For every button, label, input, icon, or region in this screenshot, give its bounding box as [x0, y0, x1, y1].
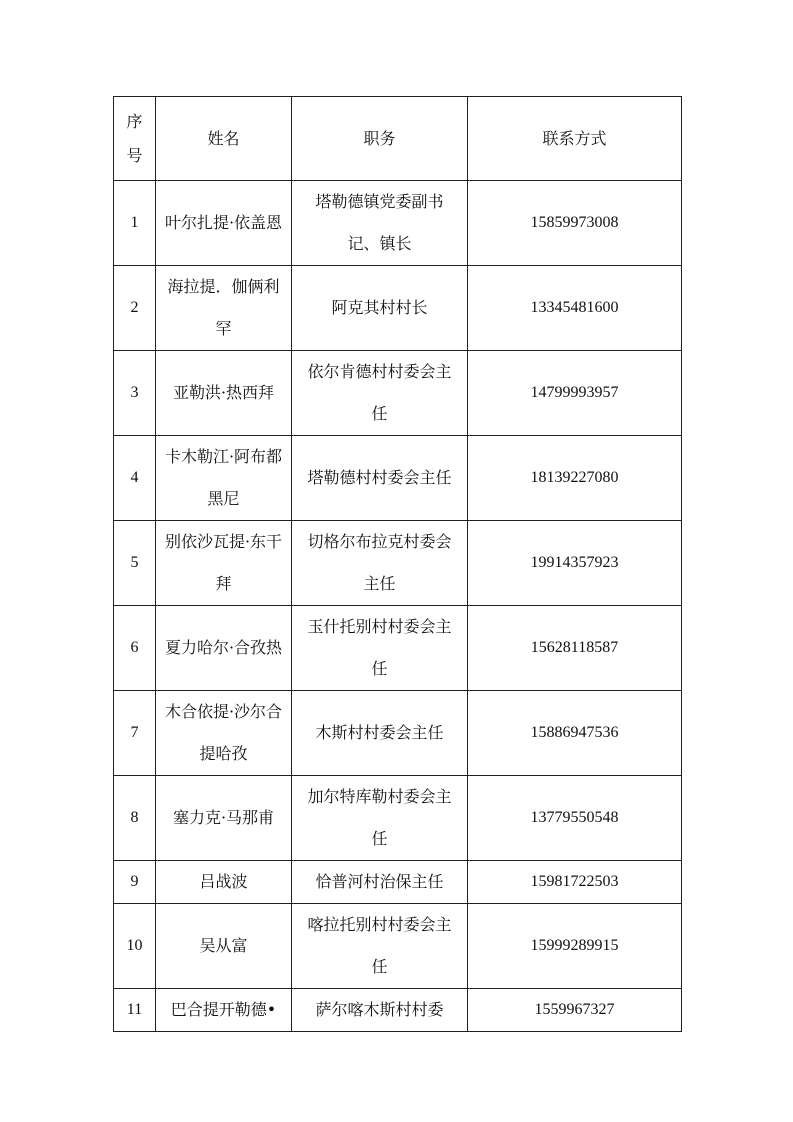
table-row — [114, 351, 682, 436]
table-row — [114, 181, 682, 266]
row-seq: 9 — [114, 861, 156, 904]
row-position: 喀拉托别村村委会主任 — [292, 904, 468, 989]
row-phone: 15981722503 — [468, 861, 682, 904]
row-name: 吕战波 — [156, 861, 292, 904]
row-name: 叶尔扎提·依盖恩 — [156, 181, 292, 266]
row-position: 木斯村村委会主任 — [292, 691, 468, 776]
row-phone: 15999289915 — [468, 904, 682, 989]
table-row — [114, 266, 682, 351]
row-name: 海拉提．伽俩利罕 — [156, 266, 292, 351]
row-name: 卡木勒江·阿布都黑尼 — [156, 436, 292, 521]
row-seq: 4 — [114, 436, 156, 521]
row-phone: 1559967327 — [468, 989, 682, 1032]
header-contact: 联系方式 — [468, 97, 682, 181]
row-position: 萨尔喀木斯村村委 — [292, 989, 468, 1032]
row-name: 巴合提开勒德• — [156, 989, 292, 1032]
table-row — [114, 904, 682, 989]
row-phone: 14799993957 — [468, 351, 682, 436]
table-row — [114, 861, 682, 904]
row-position: 阿克其村村长 — [292, 266, 468, 351]
row-name: 亚勒洪·热西拜 — [156, 351, 292, 436]
row-phone: 13345481600 — [468, 266, 682, 351]
row-position: 玉什托别村村委会主任 — [292, 606, 468, 691]
row-position: 加尔特库勒村委会主任 — [292, 776, 468, 861]
table-row — [114, 436, 682, 521]
header-name: 姓名 — [156, 97, 292, 181]
row-seq: 10 — [114, 904, 156, 989]
row-name: 木合依提·沙尔合提哈孜 — [156, 691, 292, 776]
table-row — [114, 989, 682, 1032]
row-phone: 18139227080 — [468, 436, 682, 521]
row-seq: 11 — [114, 989, 156, 1032]
header-row — [114, 97, 682, 181]
row-phone: 19914357923 — [468, 521, 682, 606]
row-seq: 5 — [114, 521, 156, 606]
header-seq: 序号 — [114, 97, 156, 181]
row-seq: 8 — [114, 776, 156, 861]
row-seq: 3 — [114, 351, 156, 436]
row-position: 恰普河村治保主任 — [292, 861, 468, 904]
row-phone: 15859973008 — [468, 181, 682, 266]
header-position: 职务 — [292, 97, 468, 181]
table-row — [114, 776, 682, 861]
table-row — [114, 691, 682, 776]
row-name: 别依沙瓦提·东干拜 — [156, 521, 292, 606]
row-seq: 1 — [114, 181, 156, 266]
row-name: 塞力克·马那甫 — [156, 776, 292, 861]
row-position: 塔勒德镇党委副书记、镇长 — [292, 181, 468, 266]
row-position: 依尔肯德村村委会主任 — [292, 351, 468, 436]
row-seq: 7 — [114, 691, 156, 776]
row-seq: 2 — [114, 266, 156, 351]
row-seq: 6 — [114, 606, 156, 691]
table-row — [114, 521, 682, 606]
row-name: 夏力哈尔·合孜热 — [156, 606, 292, 691]
row-name: 吴从富 — [156, 904, 292, 989]
row-position: 切格尔布拉克村委会主任 — [292, 521, 468, 606]
table-row — [114, 606, 682, 691]
row-phone: 15628118587 — [468, 606, 682, 691]
row-position: 塔勒德村村委会主任 — [292, 436, 468, 521]
row-phone: 13779550548 — [468, 776, 682, 861]
contact-table — [113, 96, 682, 1032]
row-phone: 15886947536 — [468, 691, 682, 776]
